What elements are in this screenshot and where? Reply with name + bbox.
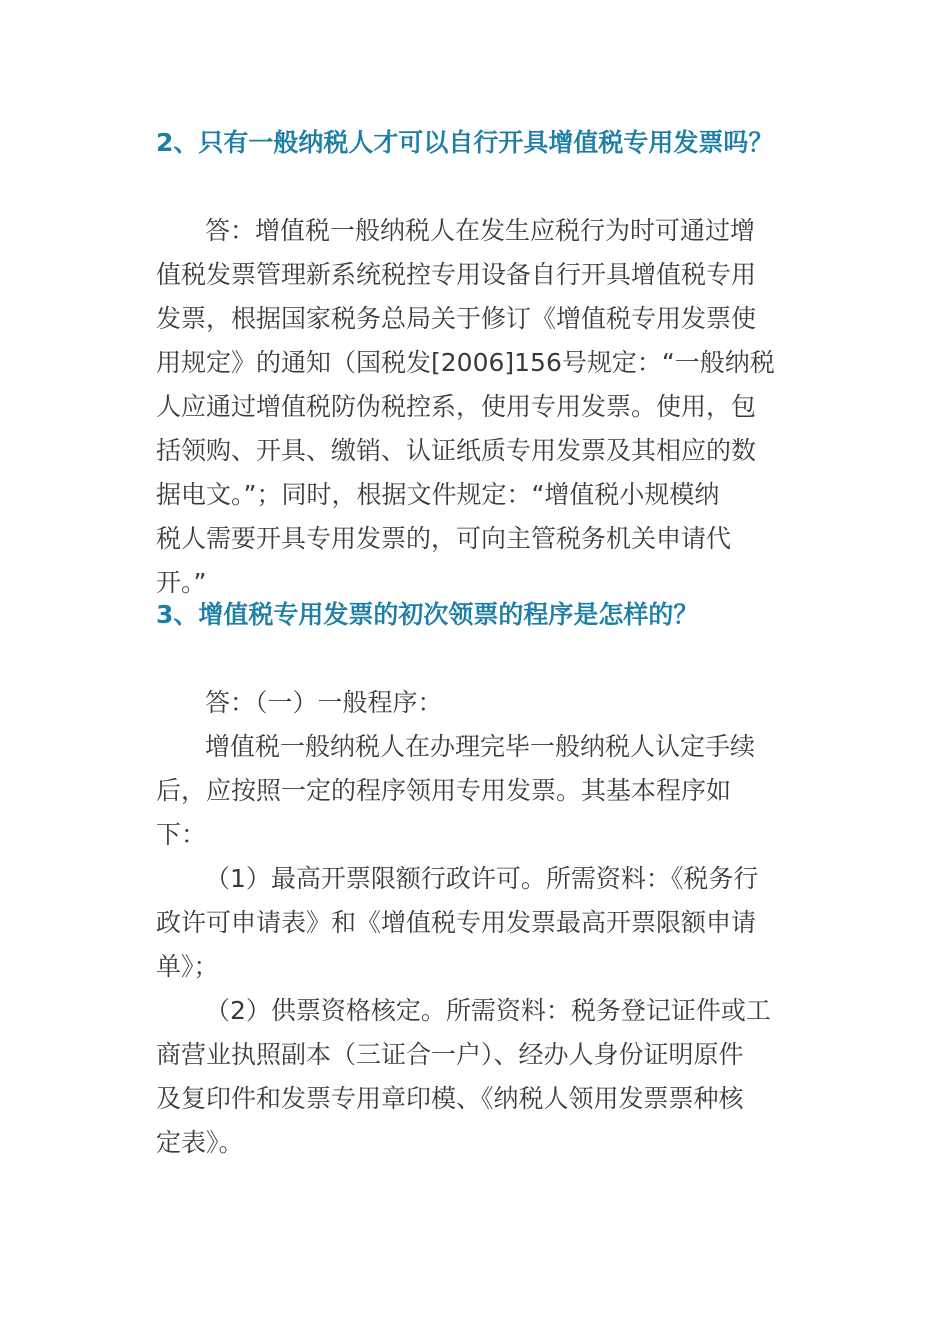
answer-3-line: 商营业执照副本（三证合一户）、经办人身份证明原件 [156, 1040, 744, 1069]
answer-2-line: 开。” [156, 568, 207, 597]
answer-3-line: 及复印件和发票专用章印模、《纳税人领用发票票种核 [156, 1084, 744, 1113]
answer-2-line: 答：增值税一般纳税人在发生应税行为时可通过增 [205, 216, 756, 245]
answer-2-line: 税人需要开具专用发票的，可向主管税务机关申请代 [156, 524, 732, 553]
answer-2-line: 括领购、开具、缴销、认证纸质专用发票及其相应的数 [156, 436, 757, 465]
answer-3-line: 政许可申请表》和《增值税专用发票最高开票限额申请 [156, 908, 757, 937]
answer-2-line: 据电文。”；同时，根据文件规定：“增值税小规模纳 [156, 480, 720, 509]
question-2-heading: 2、只有一般纳税人才可以自行开具增值税专用发票吗？ [156, 128, 774, 157]
answer-2-line: 值税发票管理新系统税控专用设备自行开具增值税专用 [156, 260, 757, 289]
answer-3-line: （2）供票资格核定。所需资料：税务登记证件或工 [205, 996, 771, 1025]
answer-3-line: 答：（一）一般程序： [205, 688, 443, 717]
answer-2-line: 发票，根据国家税务总局关于修订《增值税专用发票使 [156, 304, 757, 333]
answer-3-line: （1）最高开票限额行政许可。所需资料：《税务行 [205, 864, 759, 893]
answer-3-line: 定表》。 [156, 1128, 244, 1157]
answer-3-line: 后，应按照一定的程序领用专用发票。其基本程序如 [156, 776, 732, 805]
question-3-heading: 3、增值税专用发票的初次领票的程序是怎样的？ [156, 600, 699, 629]
answer-3-line: 增值税一般纳税人在办理完毕一般纳税人认定手续 [205, 732, 756, 761]
answer-2-line: 用规定》的通知（国税发[2006]156号规定：“一般纳税 [156, 348, 775, 377]
answer-3-line: 单》； [156, 952, 219, 981]
answer-2-line: 人应通过增值税防伪税控系，使用专用发票。使用，包 [156, 392, 757, 421]
answer-3-line: 下： [156, 820, 207, 849]
